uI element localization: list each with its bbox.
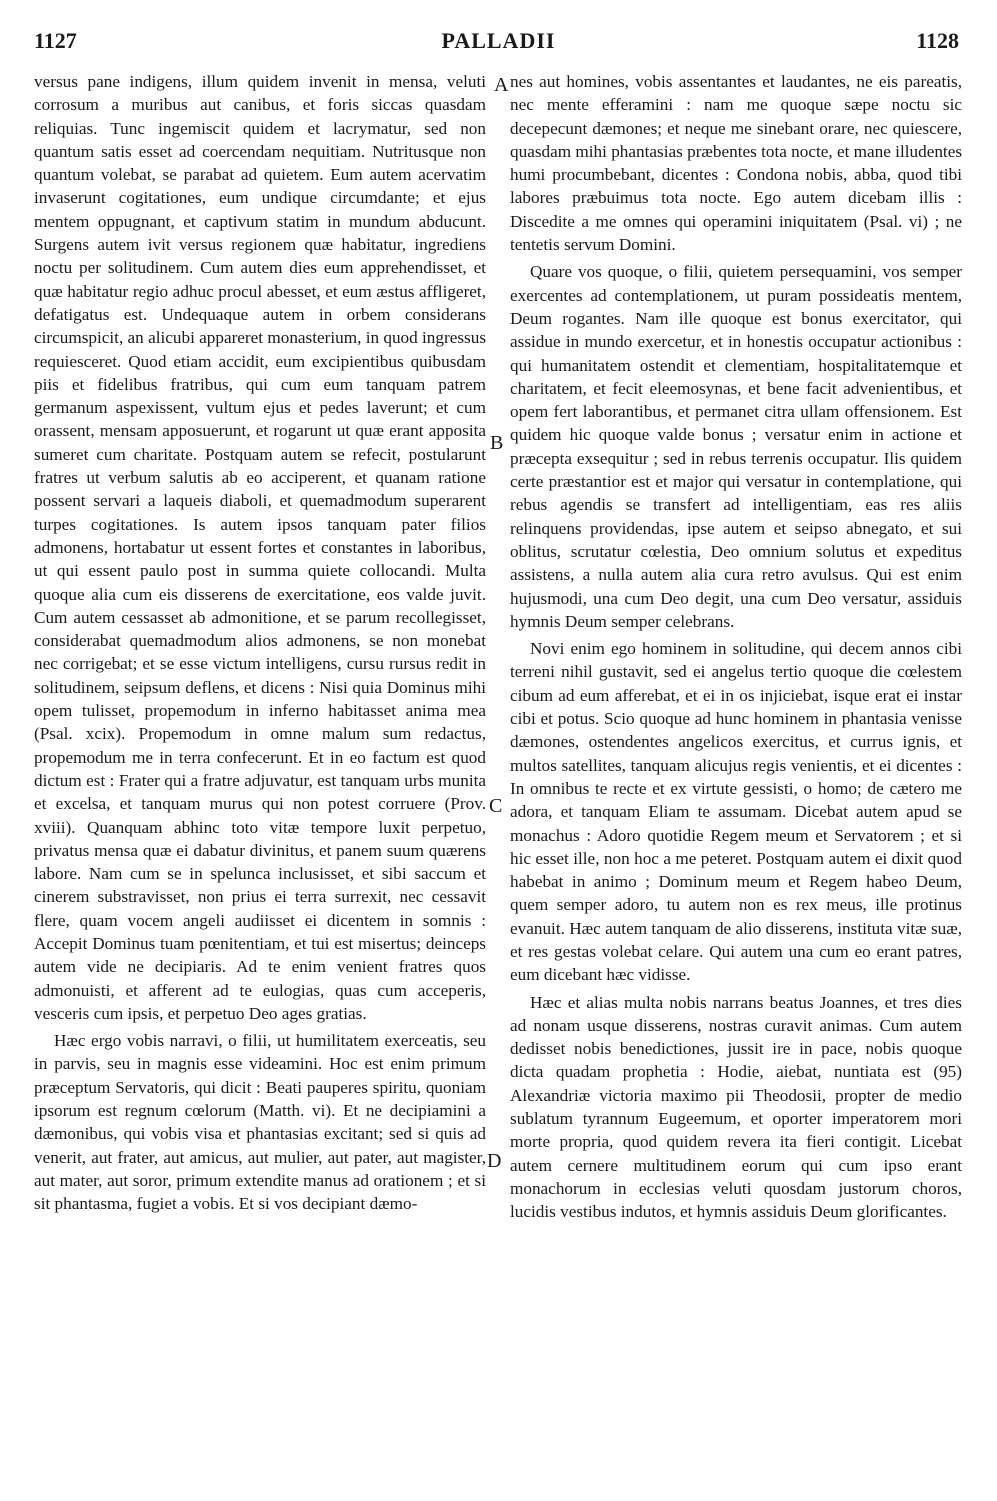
right-page-number: 1128 — [916, 28, 959, 53]
margin-marker-d: D — [487, 1150, 502, 1172]
right-column — [510, 70, 962, 1224]
paragraph: nes aut homines, vobis assentantes et laudantes, ne eis pareatis, nec mente efferamini : nam me quoque sæpe noctu sic decepecunt dæmones; et neque me sinebant orare, nec quiescere, quasdam mihi phantasias præbentes tota nocte, et mane illudentes humi procumbebant, dicentes : Condona nobis, abba, quod tibi labores præbuimus tota nocte. Ego autem dicebam illis : Discedite a me omnes qui operamini iniquitatem (Psal. vi) ; ne tentetis servum Domini. — [510, 72, 963, 255]
page-header — [0, 28, 997, 68]
paragraph: Hæc et alias multa nobis narrans beatus Joannes, et tres dies ad nonam usque disserens, nostras curavit animas. Cum autem dedisset nobis benedictiones, jussit ire in pace, nobis quoque dicta quadam prophetia : Hodie, aiebat, nuntiata est (95) Alexandriæ victoria maximo pii Theodosii, propter de medio sublatum tyrannum Eugeemum, et oporter imperatorem mori morte propria, quod quidem revera ita fieri contigit. Licebat autem cernere multitudinem eorum qui cum ipso erant monachorum in ecclesias veluti quosdam justorum choros, lucidis vestibus indutos, et hymnis assiduis Deum glorificantes. — [510, 992, 962, 1222]
left-column — [34, 70, 486, 1216]
paragraph: Novi enim ego hominem in solitudine, qui decem annos cibi terreni nihil gustavit, sed ei angelus tertio quoque die cœlestem cibum ad eum afferebat, et ei in os injiciebat, isque erat ei instar cibi et potus. Scio quoque ad hunc hominem in phantasia venisse dæmones, ostendentes angelicos exercitus, et currus ignis, et multos satellites, tanquam alicujus regis venientis, et ei dicentes : In omnibus te recte et ex virtute gessisti, o homo; de cætero me adora, et tanquam Eliam te assumam. Dicebat autem apud se monachus : Adoro quotidie Regem meum et Servatorem ; et si hic esset ille, non hoc a me peteret. Postquam autem ei dixit quod habebat in animo ; Dominum meum et Regem habeo Deum, quem semper adoro, tu autem non es rex meus, ille protinus evanuit. Hæc autem tanquam de alio disserens, instituta vitæ suæ, et res gestas volebat celare. Qui autem una cum eo erant patres, eum dicebant hæc vidisse. — [510, 639, 962, 985]
left-page-number: 1127 — [34, 28, 77, 53]
paragraph: Hæc ergo vobis narravi, o filii, ut humilitatem exerceatis, seu in parvis, seu in magnis esse videamini. Hoc est enim primum præceptum Servatoris, qui dicit : Beati pauperes spiritu, quoniam ipsorum est regnum cœlorum (Matth. vi). Et ne decipiamini a dæmonibus, qui vobis visa et phantasias excitant; sed si quis ad venerit, aut frater, aut amicus, aut mulier, aut pater, aut magister, aut mater, aut soror, primum extendite manus ad orationem ; et si sit phantasma, fugiet a vobis. Et si vos decipiant dæmo- — [34, 1031, 486, 1214]
paragraph: Quare vos quoque, o filii, quietem persequamini, vos semper exercentes ad contemplationem, ut puram possideatis mentem, Deum rogantes. Nam ille quoque est bonus exercitator, qui assidue in mundo exercetur, et in honestis occupatur actionibus : qui humanitatem ostendit et clementiam, hospitalitatemque et charitatem, et fecit eleemosynas, et bene facit advenientibus, et opem fert laborantibus, et permanet citra ullam offensionem. Est quidem hic quoque valde bonus ; versatur enim in actione et præcepta exsequitur ; sed in rebus terrenis occupatur. Ilis quidem certe præstantior est et major qui versatur in contemplatione, qui rebus agendis se transfert ad intelligentiam, eas res aliis relinquens providendas, ipse autem et seipso abnegato, et sui oblitus, scrutatur cœlestia, Deo omnium solutus et expeditus assistens, a nulla autem alia cura retro avulsus. Qui est enim hujusmodi, una cum Deo degit, una cum Deo versatur, assiduis hymnis Deum semper celebrans. — [510, 262, 962, 631]
margin-marker-a: A — [494, 74, 509, 96]
margin-marker-c: C — [489, 795, 503, 817]
running-title: PALLADII — [441, 28, 556, 53]
paragraph: versus pane indigens, illum quidem invenit in mensa, veluti corrosum a muribus aut canibus, et foris siccas quasdam reliquias. Tunc ingemiscit quidem et lacrymatur, sed non quantum satis esset ad coercendam nequitiam. Nutritusque non quantum volebat, se parabat ad quietem. Eum autem acervatim invaserunt cogitationes, eum undique circumdante; et ejus mentem oppugnant, et captivum statim in mundum abducunt. Surgens autem ivit versus regionem quæ habitatur, ingrediens noctu per solitudinem. Cum autem dies eum apprehendisset, et quæ habitatur regio adhuc procul abesset, et eum æstus affligeret, defatigatus est. Undequaque autem in orbem considerans circumspicit, an alicubi appareret monasterium, in quod ingressus requiesceret. Quod etiam accidit, eum excipientibus quibusdam piis et fidelibus fratribus, qui cum eum tanquam patrem germanum aspexissent, vultum ejus et pedes laverunt; et cum orassent, mensam apposuerunt, et rogarunt ut quæ erant apposita sumeret cum charitate. Postquam autem se refecit, postularunt fratres ut verbum salutis ab eo acciperent, et quanam ratione possent servari a laqueis diaboli, et quemadmodum superarent turpes cogitationes. Is autem ipsos tanquam pater filios admonens, hortabatur ut essent fortes et constantes in laboribus, ut qui essent paulo post in summa quiete collocandi. Multa quoque alia cum eis disserens de exercitatione, eos valde juvit. Cum autem cessasset ab admonitione, et se parum recollegisset, considerabat quemadmodum alios admonens, se non monebat nec corrigebat; et se esse victum intelligens, cursu rursus redit in solitudinem, seipsum deflens, et dicens : Nisi quia Dominus mihi opem tulisset, propemodum in inferno habitasset anima mea (Psal. xcix). Propemodum in omne malum sum redactus, propemodum me in terra confecerunt. Et in eo factum est quod dictum est : Frater qui a fratre adjuvatur, est tanquam urbs munita et excelsa, et tanquam murus qui non potest corruere (Prov. xviii). Quanquam abhinc toto vitæ tempore luxit perpetuo, privatus mensa quæ ei dabatur divinitus, et panem suum quærens labore. Nam cum se in spelunca inclusisset, et sibi saccum et cinerem substravisset, non prius ei terra surrexit, nec cessavit flere, quam vocem angeli audiisset ei dicentem in somnis : Accepit Dominus tuam pœnitentiam, et tui est misertus; deinceps autem vide ne decipiaris. Ad te enim venient fratres quos admonuisti, et afferent ad te eulogias, quas cum acceperis, vesceris cum ipsis, et perpetuo Deo ages gratias. — [34, 72, 487, 1023]
margin-marker-b: B — [490, 432, 504, 454]
